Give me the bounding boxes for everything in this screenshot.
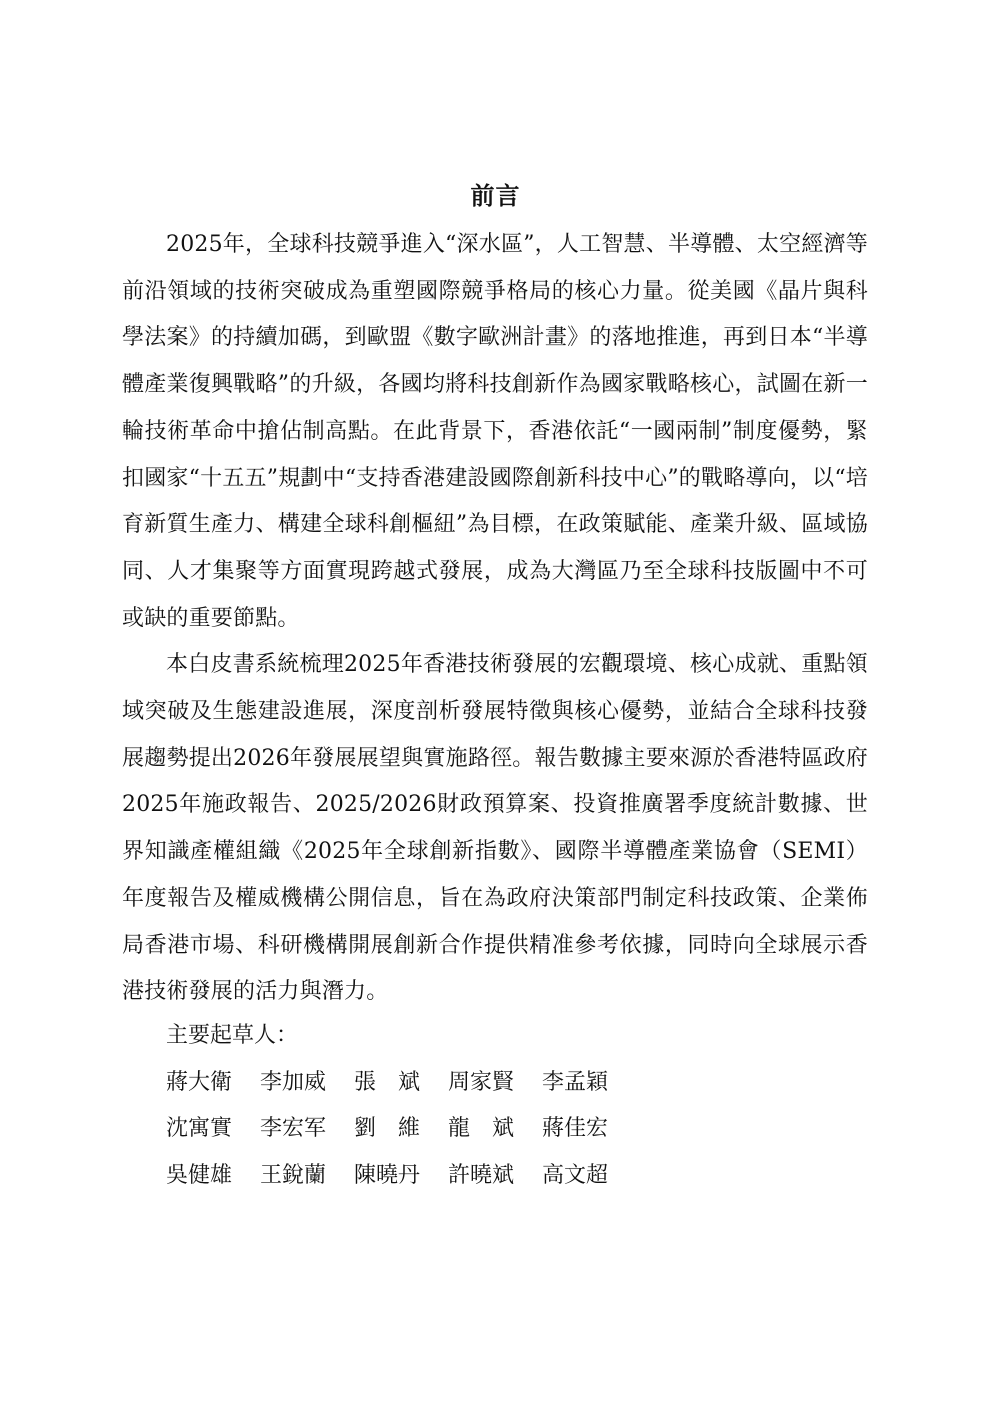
drafter-name: 龍 斌 xyxy=(448,1116,515,1142)
drafter-name: 吳健雄 xyxy=(166,1163,233,1189)
drafters-row-3 xyxy=(166,1153,636,1200)
drafter-name: 李加威 xyxy=(260,1069,327,1095)
drafter-name: 周家賢 xyxy=(448,1069,515,1095)
drafters-label: 主要起草人： xyxy=(166,1023,299,1048)
drafters-row-2 xyxy=(166,1106,636,1153)
drafter-name: 許曉斌 xyxy=(448,1163,515,1189)
drafter-name: 蔣佳宏 xyxy=(542,1116,609,1142)
drafter-name: 陳曉丹 xyxy=(354,1163,421,1189)
drafter-name: 張 斌 xyxy=(354,1069,421,1095)
drafter-name: 王銳蘭 xyxy=(260,1163,327,1189)
drafter-name: 高文超 xyxy=(542,1163,609,1189)
preface-body xyxy=(122,222,868,1016)
drafter-name: 李宏军 xyxy=(260,1116,327,1142)
drafter-name: 沈寓實 xyxy=(166,1116,233,1142)
paragraph-1: 2025年，全球科技競爭進入“深水區”，人工智慧、半導體、太空經濟等前沿領域的技術突破成為重塑國際競爭格局的核心力量。從美國《晶片與科學法案》的持續加碼，到歐盟《數字歐洲計畫》的落地推進，再到日本“半導體產業復興戰略”的升級，各國均將科技創新作為國家戰略核心，試圖在新一輪技術革命中搶佔制高點。在此背景下，香港依託“一國兩制”制度優勢，緊扣國家“十五五”規劃中“支持香港建設國際創新科技中心”的戰略導向，以“培育新質生產力、構建全球科創樞紐”為目標，在政策賦能、產業升級、區域協同、人才集聚等方面實現跨越式發展，成為大灣區乃至全球科技版圖中不可或缺的重要節點。 xyxy=(122,232,868,631)
drafter-name: 李孟穎 xyxy=(542,1069,609,1095)
drafter-name: 劉 維 xyxy=(354,1116,421,1142)
drafters-row-1 xyxy=(166,1060,636,1107)
page-title: 前言 xyxy=(470,181,521,210)
paragraph-2: 本白皮書系統梳理2025年香港技術發展的宏觀環境、核心成就、重點領域突破及生態建設進展，深度剖析發展特徵與核心優勢，並結合全球科技發展趨勢提出2026年發展展望與實施路徑。報告數據主要來源於香港特區政府2025年施政報告、2025/2026財政預算案、投資推廣署季度統計數據、世界知識產權組織《2025年全球創新指數》、國際半導體產業協會（SEMI）年度報告及權威機構公開信息，旨在為政府決策部門制定科技政策、企業佈局香港市場、科研機構開展創新合作提供精准參考依據，同時向全球展示香港技術發展的活力與潛力。 xyxy=(122,652,868,1005)
drafter-name: 蔣大衛 xyxy=(166,1069,233,1095)
drafters-section xyxy=(166,1013,636,1200)
